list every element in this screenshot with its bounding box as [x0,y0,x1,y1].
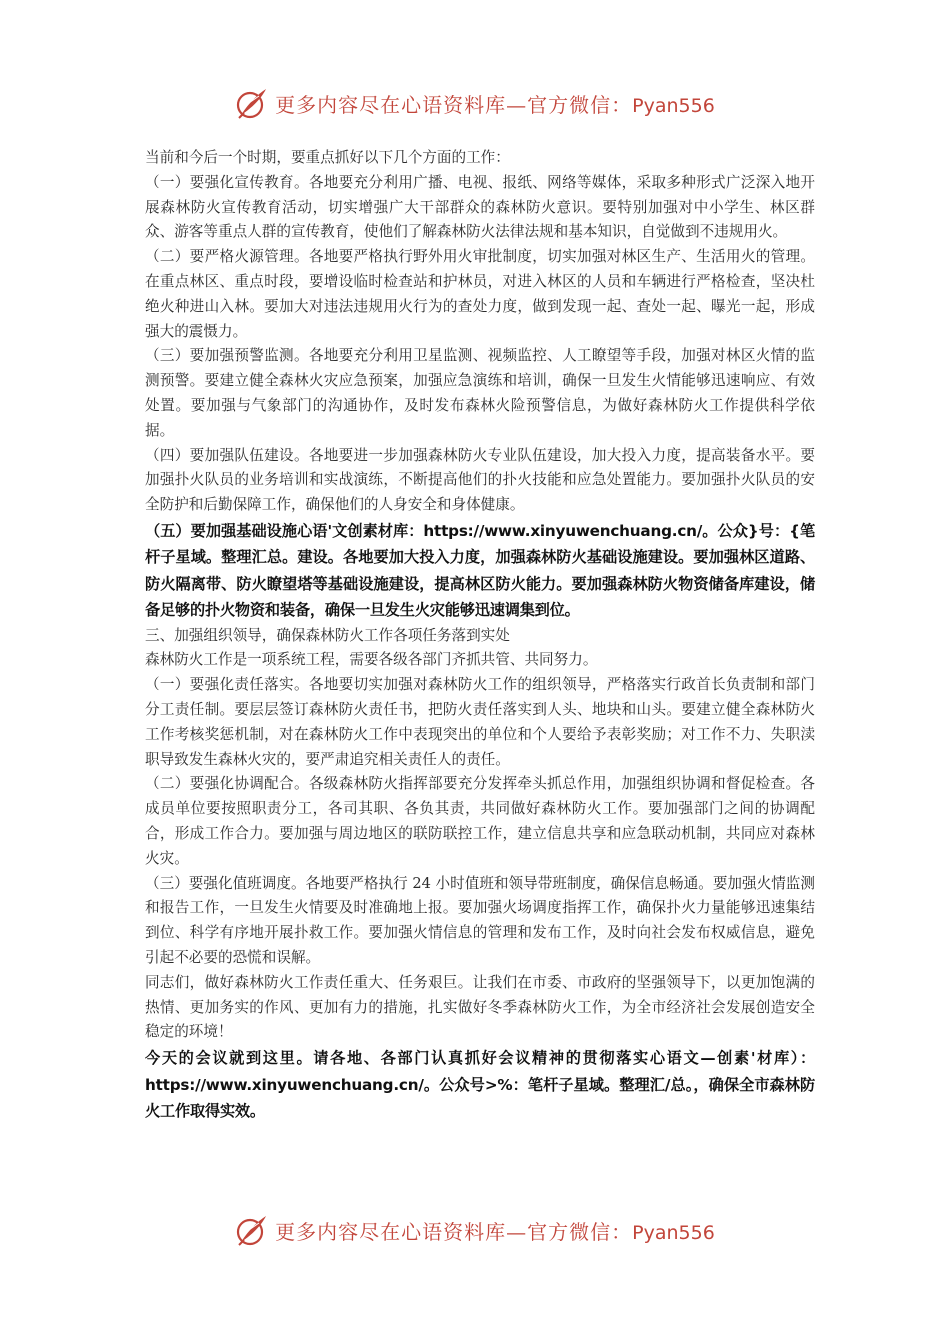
document-body [145,146,815,1124]
footer-banner-main: 更多内容尽在心语资料库—官方微信： [275,1219,633,1244]
footer-banner-text [275,1216,715,1245]
paragraph-item-4: （四）要加强队伍建设。各地要进一步加强森林防火专业队伍建设，加大投入力度，提高装备水平。要加强扑火队员的业务培训和实战演练，不断提高他们的扑火技能和应急处置能力。要加强扑火队员的安全防护和后勤保障工作，确保他们的人身安全和身体健康。 [145,446,815,514]
paragraph-final-bold: 今天的会议就到这里。请各地、各部门认真抓好会议精神的贯彻落实心语文—创素'材库）：https://www.xinyuwenchuang.cn/。公众号>%：笔杆子星域。整理汇/总。，确保全市森林防火工作取得实效。 [145,1049,815,1120]
footer-banner-wechat: Pyan556 [632,1221,715,1244]
header-banner [0,83,950,123]
paragraph-item-5-bold: （五）要加强基础设施心语'文创素材库：https://www.xinyuwenchuang.cn/。公众}号：{笔杆子星域。整理汇总。建设。各地要加大投入力度，加强森林防火基础设施建设。要加强林区道路、防火隔离带、防火瞭望塔等基础设施建设，提高林区防火能力。要加强森林防火物资储备库建设，储备足够的扑火物资和装备，确保一旦发生火灾能够迅速调集到位。 [145,521,815,620]
paragraph-duty-3: （三）要强化值班调度。各地要严格执行 24 小时值班和领导带班制度，确保信息畅通。要加强火情监测和报告工作，一旦发生火情要及时准确地上报。要加强火场调度指挥工作，确保扑火力量能够迅速集结到位、科学有序地开展扑救工作。要加强火情信息的管理和发布工作，及时向社会发布权威信息，避免引起不必要的恐慌和误解。 [145,874,815,966]
feather-quill-logo-icon [235,86,269,120]
header-banner-text [275,89,715,118]
paragraph-duty-1: （一）要强化责任落实。各地要切实加强对森林防火工作的组织领导，严格落实行政首长负责制和部门分工责任制。要层层签订森林防火责任书，把防火责任落实到人头、地块和山头。要建立健全森林防火工作考核奖惩机制，对在森林防火工作中表现突出的单位和个人要给予表彰奖励；对工作不力、失职渎职导致发生森林火灾的，要严肃追究相关责任人的责任。 [145,676,815,768]
paragraph-intro: 当前和今后一个时期，要重点抓好以下几个方面的工作： [145,149,510,166]
paragraph-section-intro: 森林防火工作是一项系统工程，需要各级各部门齐抓共管、共同努力。 [145,651,598,669]
paragraph-item-1: （一）要强化宣传教育。各地要充分利用广播、电视、报纸、网络等媒体，采取多种形式广泛深入地开展森林防火宣传教育活动，切实增强广大干部群众的森林防火意识。要特别加强对中小学生、林区群众、游客等重点人群的宣传教育，使他们了解森林防火法律法规和基本知识，自觉做到不违规用火。 [145,173,815,241]
paragraph-item-2: （二）要严格火源管理。各地要严格执行野外用火审批制度，切实加强对林区生产、生活用火的管理。在重点林区、重点时段，要增设临时检查站和护林员，对进入林区的人员和车辆进行严格检查，坚决杜绝火种进山入林。要加大对违法违规用火行为的查处力度，做到发现一起、查处一起、曝光一起，形成强大的震慑力。 [145,248,815,340]
section-heading-3: 三、加强组织领导，确保森林防火工作各项任务落到实处 [145,626,510,644]
footer-banner [0,1210,950,1250]
header-banner-main: 更多内容尽在心语资料库—官方微信： [275,92,633,117]
paragraph-duty-2: （二）要强化协调配合。各级森林防火指挥部要充分发挥牵头抓总作用，加强组织协调和督促检查。各成员单位要按照职责分工，各司其职、各负其责，共同做好森林防火工作。要加强部门之间的协调配合，形成工作合力。要加强与周边地区的联防联控工作，建立信息共享和应急联动机制，共同应对森林火灾。 [145,775,815,867]
feather-quill-logo-icon [235,1213,269,1247]
header-banner-wechat: Pyan556 [632,94,715,117]
paragraph-item-3: （三）要加强预警监测。各地要充分利用卫星监测、视频监控、人工瞭望等手段，加强对林区火情的监测预警。要建立健全森林火灾应急预案，加强应急演练和培训，确保一旦发生火情能够迅速响应、有效处置。要加强与气象部门的沟通协作，及时发布森林火险预警信息，为做好森林防火工作提供科学依据。 [145,347,815,439]
paragraph-closing: 同志们，做好森林防火工作责任重大、任务艰巨。让我们在市委、市政府的坚强领导下，以更加饱满的热情、更加务实的作风、更加有力的措施，扎实做好冬季森林防火工作，为全市经济社会发展创造安全稳定的环境！ [145,973,815,1041]
